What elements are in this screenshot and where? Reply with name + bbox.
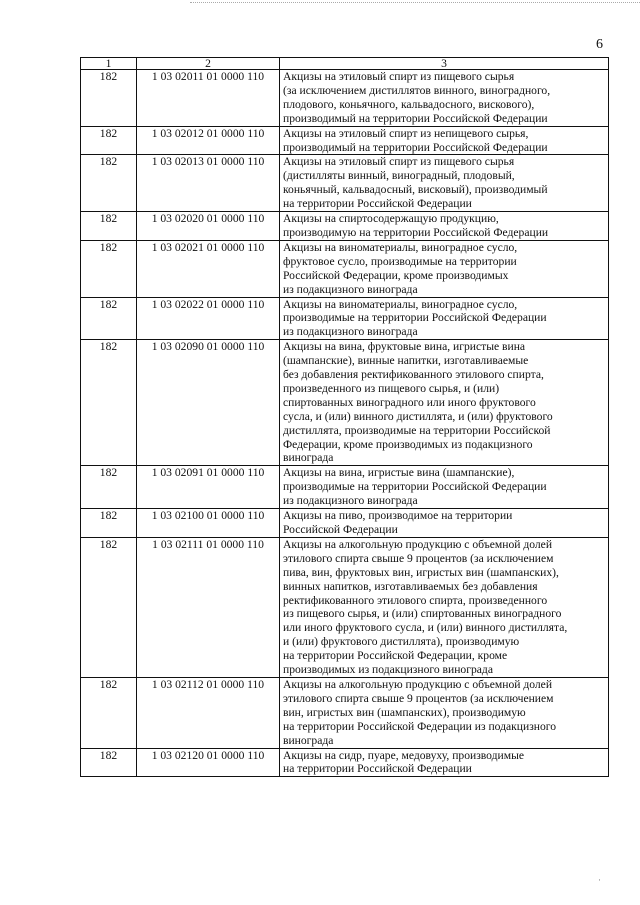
table-row — [81, 677, 609, 748]
income-name-cell — [280, 126, 609, 155]
table-row — [81, 466, 609, 509]
admin-code-cell: 182 — [81, 126, 137, 155]
income-name-line: Акцизы на виноматериалы, виноградное сусло, — [283, 297, 518, 311]
scan-top-rule — [190, 2, 640, 3]
income-name-line: произведенного из пищевого сырья, и (или) — [283, 381, 500, 395]
column-header-1: 1 — [81, 58, 137, 70]
budget-classification-code-cell: 1 03 02120 01 0000 110 — [137, 748, 280, 777]
income-name-line: Акцизы на этиловый спирт из пищевого сырья — [283, 155, 515, 169]
income-name-line: на территории Российской Федерации, кроме — [283, 649, 508, 663]
table-row — [81, 748, 609, 777]
admin-code-cell: 182 — [81, 748, 137, 777]
income-name-line: Акцизы на алкогольную продукцию с объемной долей — [283, 537, 553, 551]
budget-classification-code-cell: 1 03 02022 01 0000 110 — [137, 297, 280, 340]
income-name-cell — [280, 340, 609, 466]
table-row — [81, 340, 609, 466]
admin-code-cell: 182 — [81, 240, 137, 297]
income-name-line: производимый на территории Российской Федерации — [283, 111, 548, 125]
table-row — [81, 70, 609, 127]
budget-classification-code-cell: 1 03 02100 01 0000 110 — [137, 509, 280, 538]
income-name-cell — [280, 677, 609, 748]
column-header-3: 3 — [280, 58, 609, 70]
scan-mark: · — [598, 875, 601, 885]
income-name-line: коньячный, кальвадосный, висковый), производимый — [283, 183, 548, 197]
income-name-line: Российской Федерации — [283, 523, 398, 536]
income-name-line: ректификованного этилового спирта, произведенного — [283, 593, 548, 607]
income-name-line: Акцизы на алкогольную продукцию с объемной долей — [283, 677, 553, 691]
admin-code-cell: 182 — [81, 340, 137, 466]
income-name-line: Акцизы на сидр, пуаре, медовуху, производимые — [283, 748, 525, 762]
income-name-line: Акцизы на спиртосодержащую продукцию, — [283, 212, 499, 226]
income-name-line: (за исключением дистиллятов винного, виноградного, — [283, 83, 551, 97]
income-name-line: сусла, и (или) винного дистиллята, и (или) фруктового — [283, 409, 553, 423]
income-name-line: на территории Российской Федерации — [283, 197, 472, 211]
income-name-cell — [280, 466, 609, 509]
admin-code-cell: 182 — [81, 677, 137, 748]
budget-classification-code-cell: 1 03 02020 01 0000 110 — [137, 212, 280, 241]
income-name-line: дистиллята, производимые на территории Российской — [283, 423, 551, 437]
income-name-line: производимый на территории Российской Федерации — [283, 140, 548, 154]
income-name-line: или иного фруктового сусла, и (или) винного дистиллята, — [283, 621, 568, 635]
budget-classification-code-cell: 1 03 02012 01 0000 110 — [137, 126, 280, 155]
admin-code-cell: 182 — [81, 466, 137, 509]
income-name-line: из подакцизного винограда — [283, 282, 418, 296]
budget-classification-code-cell: 1 03 02112 01 0000 110 — [137, 677, 280, 748]
income-name-line: производимые на территории Российской Федерации — [283, 480, 547, 494]
budget-classification-code-cell: 1 03 02011 01 0000 110 — [137, 70, 280, 127]
income-name-line: Акцизы на этиловый спирт из непищевого сырья, — [283, 126, 529, 140]
income-name-line: плодового, коньячного, кальвадосного, вискового), — [283, 97, 535, 111]
budget-classification-code-cell: 1 03 02091 01 0000 110 — [137, 466, 280, 509]
income-name-line: Российской Федерации, кроме производимых — [283, 268, 509, 282]
income-name-line: (дистилляты винный, виноградный, плодовый, — [283, 169, 515, 183]
income-name-line: Акцизы на вина, игристые вина (шампанские), — [283, 466, 515, 480]
income-name-line: на территории Российской Федерации из подакцизного — [283, 719, 557, 733]
income-name-line: производимую на территории Российской Федерации — [283, 225, 549, 239]
income-name-line: Акцизы на вина, фруктовые вина, игристые вина — [283, 340, 526, 354]
income-name-cell — [280, 537, 609, 677]
income-name-cell — [280, 748, 609, 777]
income-name-line: спиртованных виноградного или иного фруктового — [283, 395, 536, 409]
income-name-cell — [280, 212, 609, 241]
income-name-cell — [280, 297, 609, 340]
income-name-line: этилового спирта свыше 9 процентов (за исключением — [283, 551, 554, 565]
income-name-line: винных напитков, изготавливаемых без добавления — [283, 579, 538, 593]
income-name-line: Акцизы на этиловый спирт из пищевого сырья — [283, 70, 515, 83]
admin-code-cell: 182 — [81, 509, 137, 538]
income-name-line: Акцизы на пиво, производимое на территории — [283, 509, 513, 523]
table-row — [81, 537, 609, 677]
table-row — [81, 155, 609, 212]
income-name-line: из подакцизного винограда — [283, 494, 418, 508]
income-name-line: фруктовое сусло, производимые на территории — [283, 254, 517, 268]
income-name-line: пива, вин, фруктовых вин, игристых вин (шампанских), — [283, 565, 559, 579]
budget-codes-table — [80, 57, 609, 777]
table-row — [81, 126, 609, 155]
table-row — [81, 297, 609, 340]
budget-classification-code-cell: 1 03 02021 01 0000 110 — [137, 240, 280, 297]
page-number: 6 — [596, 37, 603, 52]
income-name-line: вин, игристых вин (шампанских), производимую — [283, 705, 526, 719]
admin-code-cell: 182 — [81, 155, 137, 212]
income-name-line: этилового спирта свыше 9 процентов (за исключением — [283, 691, 554, 705]
table-row — [81, 212, 609, 241]
table-header-row — [81, 58, 609, 70]
table-body — [81, 70, 609, 777]
income-name-cell — [280, 509, 609, 538]
income-name-cell — [280, 240, 609, 297]
income-name-line: Акцизы на виноматериалы, виноградное сусло, — [283, 240, 518, 254]
income-name-line: без добавления ректификованного этилового спирта, — [283, 368, 544, 382]
income-name-line: и (или) фруктового дистиллята), производимую — [283, 635, 520, 649]
admin-code-cell: 182 — [81, 297, 137, 340]
table-row — [81, 240, 609, 297]
budget-classification-code-cell: 1 03 02090 01 0000 110 — [137, 340, 280, 466]
income-name-line: из подакцизного винограда — [283, 325, 418, 339]
admin-code-cell: 182 — [81, 70, 137, 127]
income-name-line: винограда — [283, 451, 334, 465]
income-name-line: на территории Российской Федерации — [283, 762, 472, 776]
admin-code-cell: 182 — [81, 212, 137, 241]
income-name-line: из пищевого сырья, и (или) спиртованных виноградного — [283, 607, 562, 621]
income-name-line: винограда — [283, 733, 334, 747]
budget-classification-code-cell: 1 03 02111 01 0000 110 — [137, 537, 280, 677]
budget-classification-code-cell: 1 03 02013 01 0000 110 — [137, 155, 280, 212]
income-name-line: производимых из подакцизного винограда — [283, 663, 493, 677]
income-name-line: (шампанские), винные напитки, изготавливаемые — [283, 354, 529, 368]
admin-code-cell: 182 — [81, 537, 137, 677]
table-row — [81, 509, 609, 538]
income-name-line: Федерации, кроме производимых из подакцизного — [283, 437, 533, 451]
column-header-2: 2 — [137, 58, 280, 70]
income-name-cell — [280, 155, 609, 212]
income-name-line: производимые на территории Российской Федерации — [283, 311, 547, 325]
income-name-cell — [280, 70, 609, 127]
